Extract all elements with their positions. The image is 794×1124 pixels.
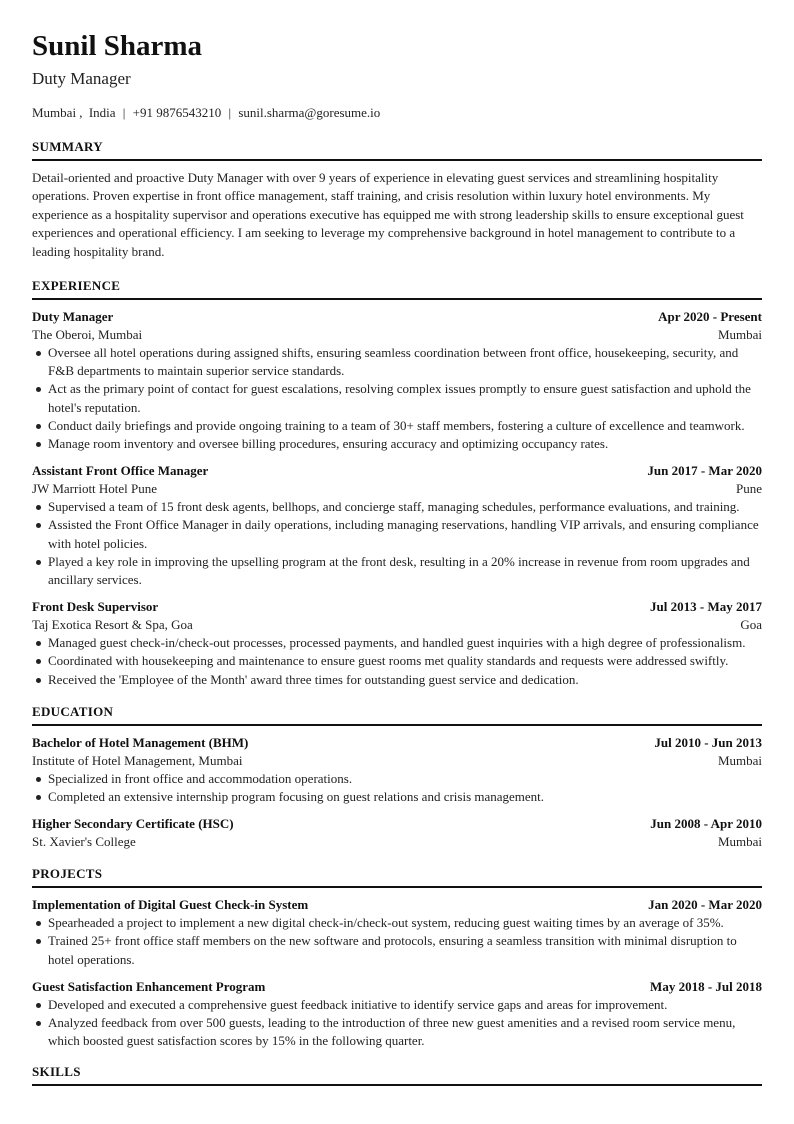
- bullet-item: Coordinated with housekeeping and maintenance to ensure guest rooms met quality standards and requests were addressed swiftly.: [48, 652, 762, 670]
- job-location: Mumbai: [717, 327, 762, 343]
- job-bullets: [32, 634, 762, 689]
- school-location: Mumbai: [717, 834, 762, 850]
- summary-text: Detail-oriented and proactive Duty Manager with over 9 years of experience in elevating guest services and streamlining hospitality operations. Proven expertise in front office management, staff training, and crisis resolution within luxury hotel environments. My experience as a hospitality supervisor and operations executive has equipped me with strong leadership skills to ensure exceptional guest experiences and operational efficiency. I am seeking to leverage my comprehensive background in hotel management to contribute to a leading hospitality brand.: [32, 170, 744, 259]
- job-role: Duty Manager: [32, 309, 114, 325]
- experience-entry: [32, 598, 762, 689]
- bullet-item: Trained 25+ front office staff members on the new software and protocols, ensuring a seamless transition with minimal disruption to hotel operations.: [48, 932, 762, 968]
- bullet-item: Conduct daily briefings and provide ongoing training to a team of 30+ staff members, fostering a culture of excellence and teamwork.: [48, 417, 762, 435]
- resume-header: [32, 28, 762, 122]
- section-heading-projects: PROJECTS: [32, 865, 762, 888]
- project-dates: Jan 2020 - Mar 2020: [648, 897, 762, 913]
- job-bullets: [32, 498, 762, 589]
- job-organization: The Oberoi, Mumbai: [32, 327, 143, 343]
- bullet-item: Managed guest check-in/check-out processes, processed payments, and handled guest inquiries with a high degree of professionalism.: [48, 634, 762, 652]
- experience-section: [32, 277, 762, 689]
- bullet-item: Developed and executed a comprehensive guest feedback initiative to identify service gaps and areas for improvement.: [48, 996, 762, 1014]
- skills-section: [32, 1063, 762, 1086]
- project-bullets: [32, 996, 762, 1051]
- degree-name: Bachelor of Hotel Management (BHM): [32, 734, 249, 750]
- bullet-item: Analyzed feedback from over 500 guests, leading to the introduction of three new guest amenities and a revised room service menu, which boosted guest satisfaction scores by 15% in the following quarter.: [48, 1014, 762, 1050]
- contact-country: India: [88, 105, 116, 120]
- project-name: Implementation of Digital Guest Check-in System: [32, 897, 309, 913]
- section-heading-education: EDUCATION: [32, 703, 762, 726]
- job-location: Pune: [736, 481, 762, 497]
- bullet-item: Played a key role in improving the upselling program at the front desk, resulting in a 20% increase in revenue from room upgrades and ancillary services.: [48, 553, 762, 589]
- school-name: St. Xavier's College: [32, 834, 136, 850]
- education-section: [32, 703, 762, 851]
- education-bullets: [32, 770, 762, 806]
- bullet-item: Received the 'Employee of the Month' award three times for outstanding guest service and dedication.: [48, 671, 762, 689]
- contact-separator: |: [122, 105, 126, 120]
- bullet-item: Supervised a team of 15 front desk agents, bellhops, and concierge staff, managing schedules, performance evaluations, and training.: [48, 498, 762, 516]
- contact-separator: |: [228, 105, 232, 120]
- contact-phone: +91 9876543210: [132, 105, 222, 120]
- contact-city: Mumbai ,: [32, 105, 83, 120]
- job-organization: Taj Exotica Resort & Spa, Goa: [32, 617, 193, 633]
- contact-email[interactable]: sunil.sharma@goresume.io: [238, 105, 381, 120]
- bullet-item: Oversee all hotel operations during assigned shifts, ensuring seamless coordination between front office, housekeeping, security, and F&B departments to maintain superior service standards.: [48, 344, 762, 380]
- candidate-title: Duty Manager: [32, 69, 131, 88]
- bullet-item: Completed an extensive internship program focusing on guest relations and crisis management.: [48, 788, 762, 806]
- section-heading-skills: SKILLS: [32, 1063, 762, 1086]
- project-entry: [32, 896, 762, 969]
- experience-entry: [32, 462, 762, 589]
- contact-line: [32, 104, 762, 122]
- resume-page: [32, 28, 762, 1094]
- job-location: Goa: [740, 617, 762, 633]
- section-heading-experience: EXPERIENCE: [32, 277, 762, 300]
- degree-name: Higher Secondary Certificate (HSC): [32, 816, 234, 832]
- job-bullets: [32, 344, 762, 453]
- bullet-item: Specialized in front office and accommodation operations.: [48, 770, 762, 788]
- bullet-item: Act as the primary point of contact for guest escalations, resolving complex issues promptly to ensure guest satisfaction and uphold the hotel's reputation.: [48, 380, 762, 416]
- education-entry: [32, 734, 762, 806]
- experience-entry: [32, 308, 762, 453]
- candidate-name: Sunil Sharma: [32, 30, 203, 62]
- bullet-item: Manage room inventory and oversee billing procedures, ensuring accuracy and optimizing occupancy rates.: [48, 435, 762, 453]
- project-entry: [32, 978, 762, 1051]
- job-dates: Jul 2013 - May 2017: [650, 599, 762, 615]
- project-name: Guest Satisfaction Enhancement Program: [32, 978, 266, 994]
- bullet-item: Spearheaded a project to implement a new digital check-in/check-out system, reducing guest waiting times by an average of 35%.: [48, 914, 762, 932]
- projects-section: [32, 865, 762, 1050]
- degree-dates: Jul 2010 - Jun 2013: [654, 734, 762, 750]
- bullet-item: Assisted the Front Office Manager in daily operations, including managing reservations, handling VIP arrivals, and ensuring compliance with hotel policies.: [48, 516, 762, 552]
- summary-section: [32, 138, 762, 261]
- job-organization: JW Marriott Hotel Pune: [32, 481, 158, 497]
- job-dates: Jun 2017 - Mar 2020: [647, 463, 762, 479]
- section-heading-summary: SUMMARY: [32, 138, 762, 161]
- project-dates: May 2018 - Jul 2018: [650, 978, 762, 994]
- school-name: Institute of Hotel Management, Mumbai: [32, 752, 243, 768]
- school-location: Mumbai: [717, 752, 762, 768]
- job-role: Assistant Front Office Manager: [32, 463, 209, 479]
- education-entry: [32, 815, 762, 851]
- job-dates: Apr 2020 - Present: [658, 309, 762, 325]
- degree-dates: Jun 2008 - Apr 2010: [650, 816, 762, 832]
- project-bullets: [32, 914, 762, 969]
- job-role: Front Desk Supervisor: [32, 599, 159, 615]
